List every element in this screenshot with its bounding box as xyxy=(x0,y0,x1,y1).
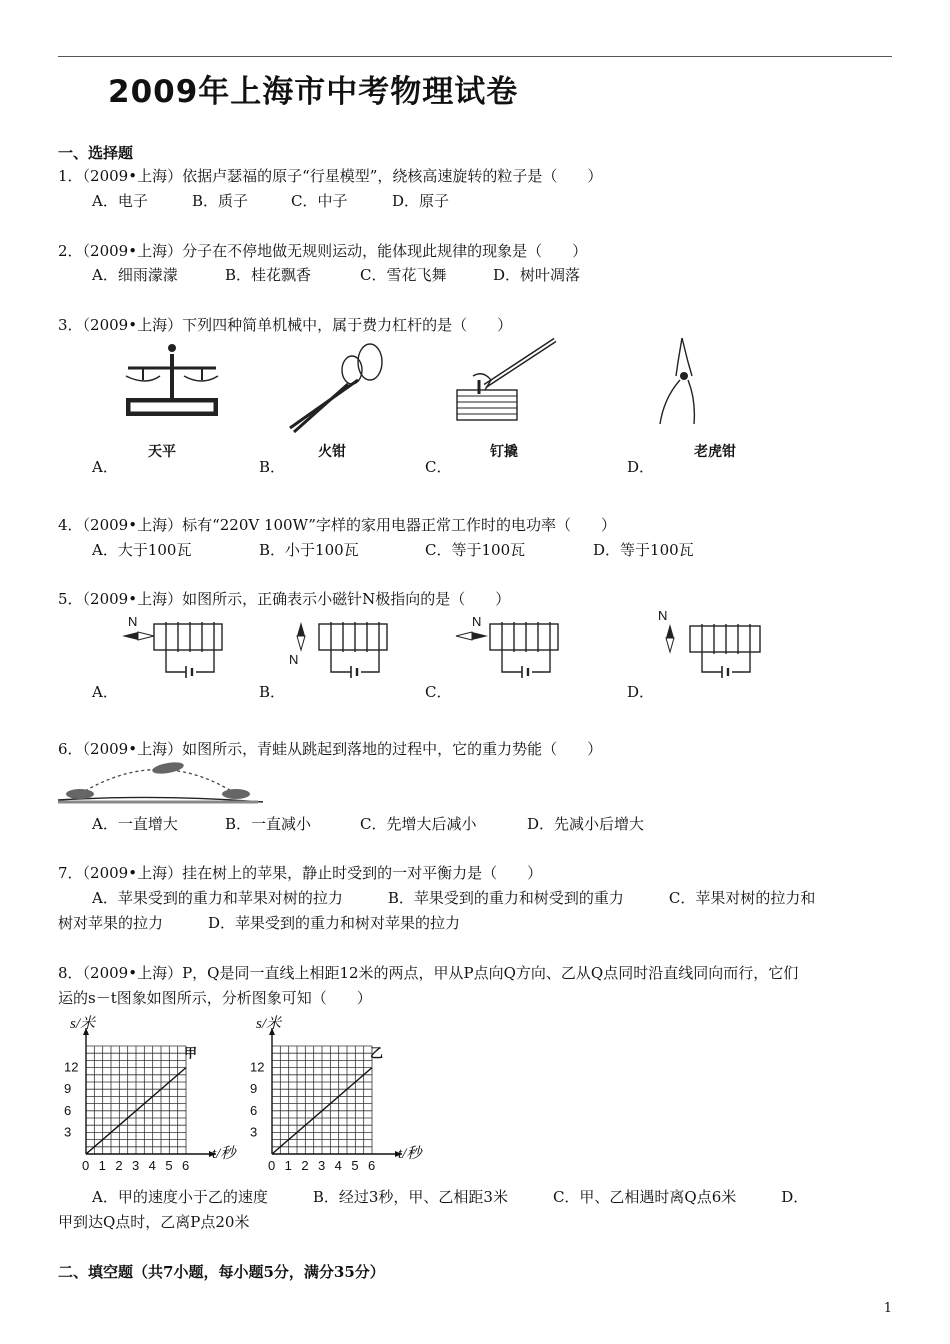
y-axis-label: s/米 xyxy=(256,1016,282,1032)
x-axis-label: t/秒 xyxy=(398,1146,422,1162)
series-label: 乙 xyxy=(370,1045,384,1061)
q1-option-a[interactable]: A．电子 xyxy=(92,192,148,210)
question-8-stem: 8．（2009•上海）P，Q是同一直线上相距12米的两点，甲从P点向Q方向、乙从Q点同时沿直线同向而行，它们 xyxy=(58,964,799,982)
x-tick-label: 1 xyxy=(98,1158,106,1173)
q6-option-a[interactable]: A．一直增大 xyxy=(92,815,178,833)
q6-option-c[interactable]: C．先增大后减小 xyxy=(360,815,477,833)
x-tick-label: 5 xyxy=(351,1158,359,1173)
x-tick-label: 6 xyxy=(368,1158,376,1173)
question-5-stem: 5．（2009•上海）如图所示，正确表示小磁针N极指向的是（ ） xyxy=(58,590,511,608)
y-tick-label: 9 xyxy=(250,1081,258,1097)
question-1-stem: 1．（2009•上海）依据卢瑟福的原子“行星模型”，绕核高速旋转的粒子是（ ） xyxy=(58,167,603,185)
frog-jump-figure xyxy=(58,756,263,806)
pliers-figure xyxy=(652,334,712,429)
x-axis-label: t/秒 xyxy=(212,1146,236,1162)
q5-option-d[interactable]: D． xyxy=(627,683,655,701)
n-pole-label: N xyxy=(289,652,299,667)
q2-option-d[interactable]: D．树叶凋落 xyxy=(493,266,581,284)
q4-option-b[interactable]: B．小于100瓦 xyxy=(259,541,359,559)
grid xyxy=(86,1046,186,1154)
nail-puller-figure xyxy=(455,336,565,426)
q5-option-c[interactable]: C． xyxy=(425,683,452,701)
x-tick-label: 2 xyxy=(301,1158,309,1173)
x-tick-label: 6 xyxy=(182,1158,190,1173)
x-tick-label: 0 xyxy=(268,1158,276,1173)
question-8-stem-2: 运的s－t图象如图所示，分析图象可知（ ） xyxy=(58,989,372,1007)
q3-option-d[interactable]: D． xyxy=(627,458,655,476)
x-tick-label: 4 xyxy=(148,1158,156,1173)
q6-option-b[interactable]: B．一直减小 xyxy=(225,815,312,833)
n-pole-label: N xyxy=(658,608,668,623)
chart-yi xyxy=(244,1008,434,1178)
caption-tongs: 火钳 xyxy=(318,444,346,460)
question-6-stem: 6．（2009•上海）如图所示，青蛙从跳起到落地的过程中，它的重力势能（ ） xyxy=(58,740,603,758)
q4-option-d[interactable]: D．等于100瓦 xyxy=(593,541,694,559)
y-tick-label: 3 xyxy=(250,1124,258,1140)
question-3-stem: 3．（2009•上海）下列四种简单机械中，属于费力杠杆的是（ ） xyxy=(58,316,513,334)
header-rule xyxy=(58,56,892,57)
q1-option-c[interactable]: C．中子 xyxy=(291,192,348,210)
caption-balance: 天平 xyxy=(148,444,176,460)
x-tick-label: 0 xyxy=(82,1158,90,1173)
q3-option-b[interactable]: B． xyxy=(259,458,286,476)
st-graph-yi xyxy=(244,1008,434,1178)
page-number: 1 xyxy=(883,1301,892,1316)
grid xyxy=(272,1046,372,1154)
y-tick-label: 12 xyxy=(250,1059,265,1075)
st-graph-jia xyxy=(58,1008,248,1178)
q8-options-line-2[interactable]: 甲到达Q点时，乙离P点20米 xyxy=(58,1213,250,1231)
q4-option-a[interactable]: A．大于100瓦 xyxy=(92,541,192,559)
x-tick-label: 3 xyxy=(132,1158,140,1173)
y-axis-label: s/米 xyxy=(70,1016,96,1032)
q2-option-c[interactable]: C．雪花飞舞 xyxy=(360,266,447,284)
y-tick-label: 6 xyxy=(64,1102,72,1118)
x-tick-label: 5 xyxy=(165,1158,173,1173)
y-tick-label: 12 xyxy=(64,1059,79,1075)
n-pole-label: N xyxy=(128,614,138,629)
question-2-stem: 2．（2009•上海）分子在不停地做无规则运动，能体现此规律的现象是（ ） xyxy=(58,242,588,260)
q3-option-a[interactable]: A． xyxy=(92,458,118,476)
x-tick-label: 3 xyxy=(318,1158,326,1173)
q3-option-c[interactable]: C． xyxy=(425,458,452,476)
q7-options-line[interactable]: A．苹果受到的重力和苹果对树的拉力 B．苹果受到的重力和树受到的重力 C．苹果对树的拉力和 xyxy=(92,889,816,907)
section-heading-fill: 二、填空题（共7小题，每小题5分，满分35分） xyxy=(58,1263,385,1281)
balance-scale-figure xyxy=(118,336,228,426)
chart-jia xyxy=(58,1008,248,1178)
x-tick-label: 1 xyxy=(284,1158,292,1173)
caption-nail-puller: 钉撬 xyxy=(490,444,518,460)
q5-option-b[interactable]: B． xyxy=(259,683,286,701)
fire-tongs-figure xyxy=(280,340,390,435)
y-tick-label: 9 xyxy=(64,1081,72,1097)
q5-option-a[interactable]: A． xyxy=(92,683,118,701)
q1-option-d[interactable]: D．原子 xyxy=(392,192,450,210)
n-pole-label: N xyxy=(472,614,482,629)
solenoid-figure-b xyxy=(285,612,395,682)
solenoid-figure-d xyxy=(654,606,766,682)
q4-option-c[interactable]: C．等于100瓦 xyxy=(425,541,526,559)
y-tick-label: 3 xyxy=(64,1124,72,1140)
question-4-stem: 4．（2009•上海）标有“220V 100W”字样的家用电器正常工作时的电功率（ ） xyxy=(58,516,616,534)
q6-option-d[interactable]: D．先减小后增大 xyxy=(527,815,645,833)
solenoid-figure-c xyxy=(452,612,562,682)
q8-options-line[interactable]: A．甲的速度小于乙的速度 B．经过3秒，甲、乙相距3米 C．甲、乙相遇时离Q点6米 D． xyxy=(92,1188,809,1206)
page-title: 2009年上海市中考物理试卷 xyxy=(108,74,519,110)
q2-option-b[interactable]: B．桂花飘香 xyxy=(225,266,312,284)
caption-pliers: 老虎钳 xyxy=(694,444,736,460)
x-tick-label: 2 xyxy=(115,1158,123,1173)
series-label: 甲 xyxy=(184,1045,198,1061)
solenoid-figure-a xyxy=(118,612,228,682)
q2-option-a[interactable]: A．细雨濛濛 xyxy=(92,266,178,284)
x-tick-label: 4 xyxy=(334,1158,342,1173)
section-heading-choice: 一、选择题 xyxy=(58,144,134,162)
q7-options-line-2[interactable]: 树对苹果的拉力 D．苹果受到的重力和树对苹果的拉力 xyxy=(58,914,461,932)
question-7-stem: 7．（2009•上海）挂在树上的苹果，静止时受到的一对平衡力是（ ） xyxy=(58,864,543,882)
y-tick-label: 6 xyxy=(250,1102,258,1118)
q1-option-b[interactable]: B．质子 xyxy=(192,192,249,210)
